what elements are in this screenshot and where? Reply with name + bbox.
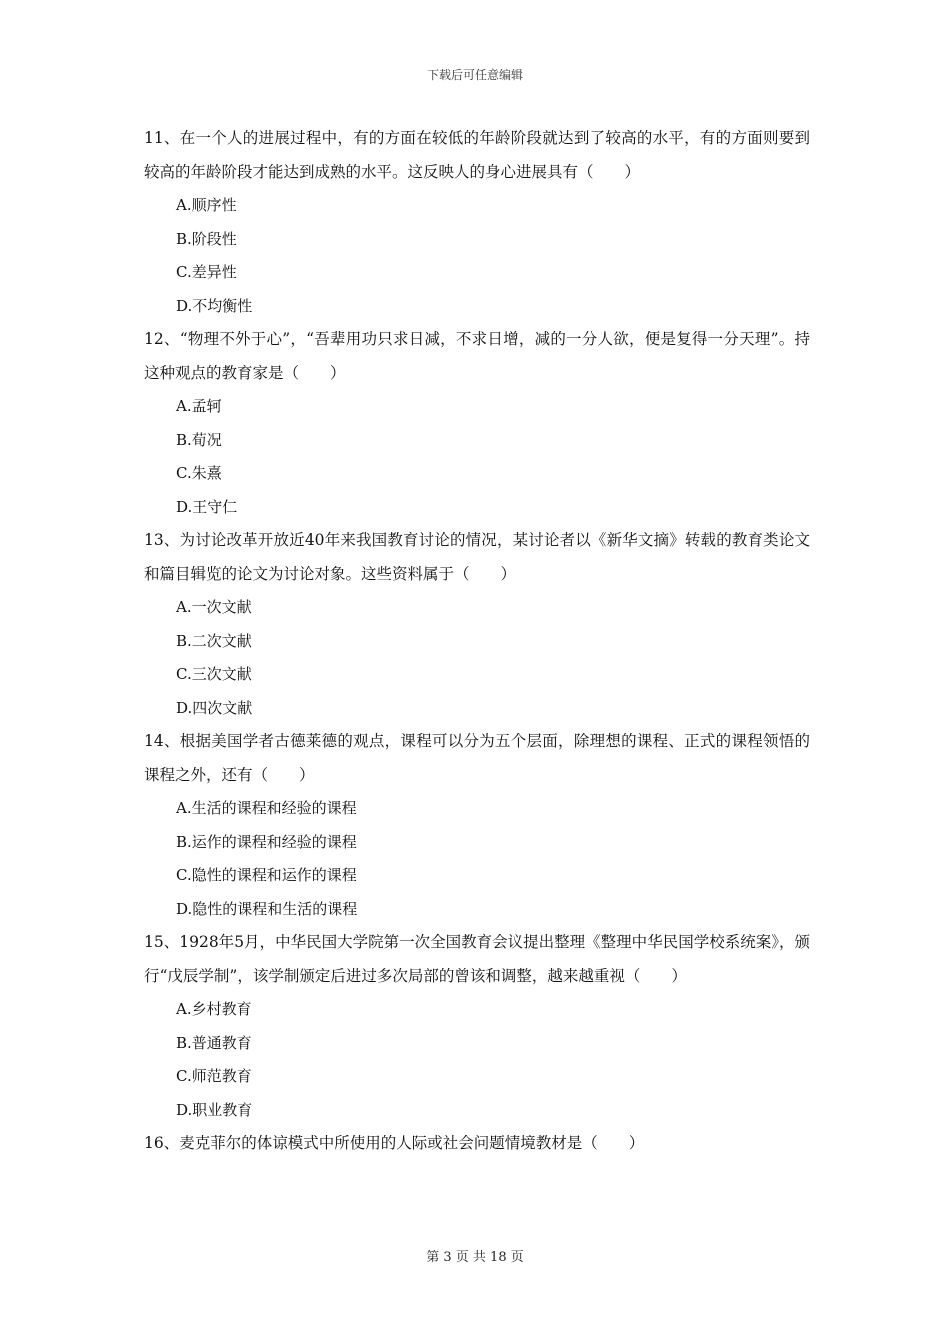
question-stem: 12、“物理不外于心”，“吾辈用功只求日减，不求日增，减的一分人欲，便是复得一分天理”。持这种观点的教育家是（ ） xyxy=(144,330,810,382)
option-a: A.孟轲 xyxy=(176,397,222,415)
option-b: B.阶段性 xyxy=(176,229,237,248)
question-stem: 15、1928年5月，中华民国大学院第一次全国教育会议提出整理《整理中华民国学校系统案》，颁行“戊辰学制”，该学制颁定后进过多次局部的曾该和调整，越来越重视（ ） xyxy=(144,933,810,985)
page-footer: 第 3 页 共 18 页 xyxy=(426,1250,524,1265)
option-d: D.职业教育 xyxy=(176,1100,253,1119)
option-c: C.朱熹 xyxy=(176,464,222,482)
question-12 xyxy=(144,323,810,524)
option-b: B.普通教育 xyxy=(176,1033,252,1052)
question-stem: 13、为讨论改革开放近40年来我国教育讨论的情况，某讨论者以《新华文摘》转载的教育类论文和篇目辑览的论文为讨论对象。这些资料属于（ ） xyxy=(144,531,810,583)
option-a: A.生活的课程和经验的课程 xyxy=(176,799,357,817)
question-16 xyxy=(144,1127,810,1161)
question-15 xyxy=(144,926,810,1127)
option-b: B.荀况 xyxy=(176,430,222,449)
question-14 xyxy=(144,725,810,926)
option-b: B.二次文献 xyxy=(176,631,252,650)
option-d: D.不均衡性 xyxy=(176,296,253,315)
page-header: 下载后可任意编辑 xyxy=(426,68,523,82)
option-a: A.一次文献 xyxy=(176,598,252,616)
question-stem: 14、根据美国学者古德莱德的观点，课程可以分为五个层面，除理想的课程、正式的课程领悟的课程之外，还有（ ） xyxy=(144,732,810,784)
option-d: D.四次文献 xyxy=(176,698,253,717)
question-11 xyxy=(144,122,810,323)
question-list xyxy=(144,122,810,1161)
question-13 xyxy=(144,524,810,725)
option-a: A.乡村教育 xyxy=(176,1000,252,1018)
option-a: A.顺序性 xyxy=(176,196,237,214)
option-d: D.隐性的课程和生活的课程 xyxy=(176,899,358,918)
question-stem: 11、在一个人的进展过程中，有的方面在较低的年龄阶段就达到了较高的水平，有的方面则要到较高的年龄阶段才能达到成熟的水平。这反映人的身心进展具有（ ） xyxy=(144,129,810,181)
option-c: C.隐性的课程和运作的课程 xyxy=(176,866,357,884)
option-c: C.三次文献 xyxy=(176,665,252,683)
option-d: D.王守仁 xyxy=(176,497,238,516)
option-c: C.差异性 xyxy=(176,263,237,281)
option-c: C.师范教育 xyxy=(176,1067,252,1085)
option-b: B.运作的课程和经验的课程 xyxy=(176,832,357,851)
question-stem: 16、麦克菲尔的体谅模式中所使用的人际或社会问题情境教材是（ ） xyxy=(144,1134,645,1152)
